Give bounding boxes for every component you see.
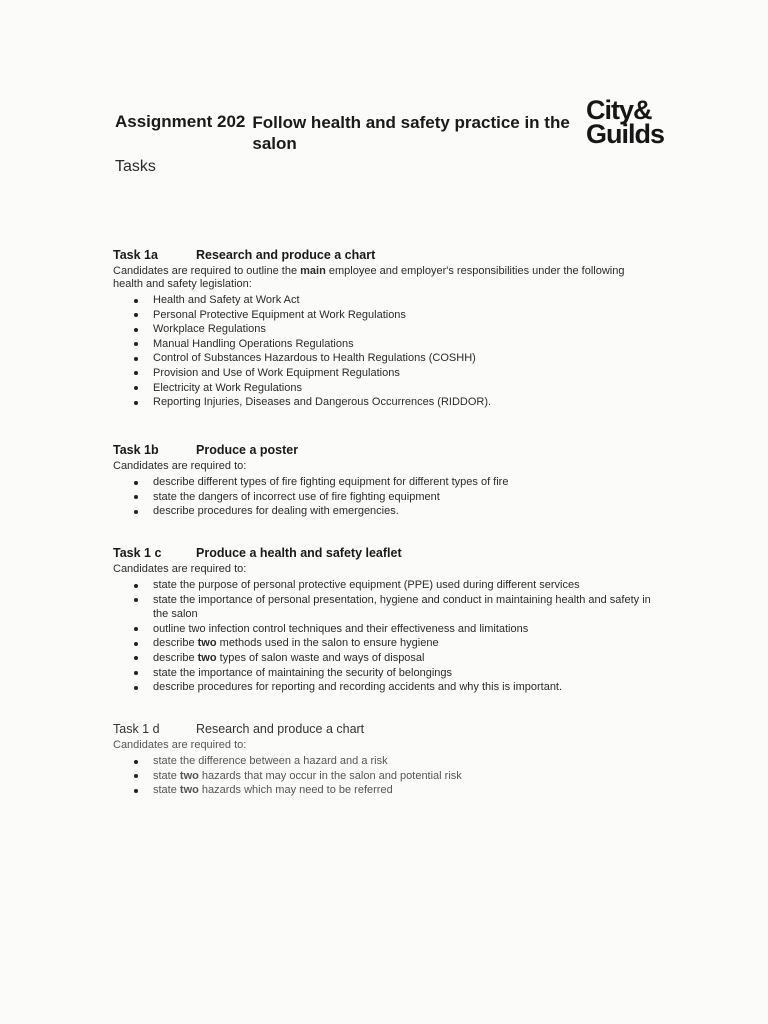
task-title: Research and produce a chart [196, 722, 365, 736]
list-item: Electricity at Work Regulations [153, 381, 653, 396]
title-row [115, 112, 585, 154]
task-heading [113, 722, 653, 736]
item-text: state [153, 769, 180, 782]
list-item [153, 651, 653, 666]
list-item: Workplace Regulations [153, 322, 653, 337]
item-text: state the difference between a hazard and a risk [153, 755, 388, 767]
task-list [113, 475, 653, 519]
intro-text: employee and employer's responsibilities under the following health and safety legislation: [113, 265, 625, 290]
logo-line-1: City& [586, 95, 652, 125]
list-item [153, 666, 653, 681]
task-1b [113, 443, 653, 519]
item-text: methods used in the salon to ensure hygiene [216, 637, 439, 650]
list-item: Control of Substances Hazardous to Health Regulations (COSHH) [153, 351, 653, 366]
task-id: Task 1b [113, 443, 159, 457]
list-item [153, 593, 653, 622]
task-heading [113, 443, 653, 457]
task-list [113, 578, 653, 695]
task-heading [113, 248, 653, 262]
task-title: Produce a poster [196, 443, 299, 457]
list-item: describe procedures for dealing with emergencies. [153, 504, 653, 519]
item-text: state the importance of maintaining the security of belongings [153, 666, 453, 679]
item-text: hazards which may need to be referred [198, 784, 393, 797]
list-item [153, 636, 653, 651]
item-text: types of salon waste and ways of disposal [216, 651, 425, 664]
task-list [113, 754, 653, 798]
city-and-guilds-logo [586, 95, 676, 149]
task-intro: Candidates are required to: [113, 563, 247, 575]
task-intro [113, 265, 653, 291]
item-text: state the purpose of personal protective equipment (PPE) used during different services [153, 579, 580, 591]
list-item: Manual Handling Operations Regulations [153, 337, 653, 352]
list-item: Provision and Use of Work Equipment Regulations [153, 366, 653, 381]
task-list [113, 293, 653, 410]
task-intro: Candidates are required to: [113, 739, 247, 751]
task-1a [113, 248, 653, 410]
item-text: state [153, 784, 180, 797]
task-title: Research and produce a chart [196, 248, 376, 262]
assignment-number: Assignment 202 [115, 112, 246, 131]
list-item: Personal Protective Equipment at Work Regulations [153, 308, 653, 323]
document-header [115, 112, 585, 176]
item-emphasis: two [179, 769, 199, 782]
task-1c [113, 546, 653, 695]
list-item: state the dangers of incorrect use of fire fighting equipment [153, 490, 653, 505]
item-text: describe [153, 651, 198, 664]
item-text: describe [153, 637, 198, 650]
item-text: describe procedures for reporting and recording accidents and why this is important. [153, 681, 563, 694]
list-item [153, 754, 653, 769]
list-item [153, 769, 653, 784]
list-item: Health and Safety at Work Act [153, 293, 653, 308]
list-item: describe different types of fire fighting equipment for different types of fire [153, 475, 653, 490]
task-id: Task 1 c [113, 546, 162, 560]
task-id: Task 1a [113, 248, 158, 262]
list-item [153, 578, 653, 593]
logo-line-2: Guilds [586, 119, 665, 149]
assignment-title: Follow health and safety practice in the salon [252, 113, 570, 153]
list-item [153, 680, 653, 695]
item-text: state the importance of personal presentation, hygiene and conduct in maintaining health and safety in the salon [153, 593, 651, 621]
task-id: Task 1 d [113, 722, 160, 736]
tasks-heading: Tasks [115, 158, 156, 175]
item-emphasis: two [197, 637, 217, 650]
list-item: Reporting Injuries, Diseases and Dangerous Occurrences (RIDDOR). [153, 395, 653, 410]
list-item [153, 783, 653, 798]
intro-text: Candidates are required to outline the [113, 265, 301, 277]
task-heading [113, 546, 653, 560]
item-emphasis: two [179, 784, 199, 797]
item-emphasis: two [197, 651, 217, 664]
task-1d [113, 722, 653, 798]
item-text: outline two infection control techniques and their effectiveness and limitations [153, 622, 529, 635]
task-intro: Candidates are required to: [113, 460, 247, 472]
intro-emphasis: main [300, 265, 326, 277]
task-title: Produce a health and safety leaflet [196, 546, 402, 560]
list-item [153, 622, 653, 637]
item-text: hazards that may occur in the salon and potential risk [198, 769, 462, 782]
